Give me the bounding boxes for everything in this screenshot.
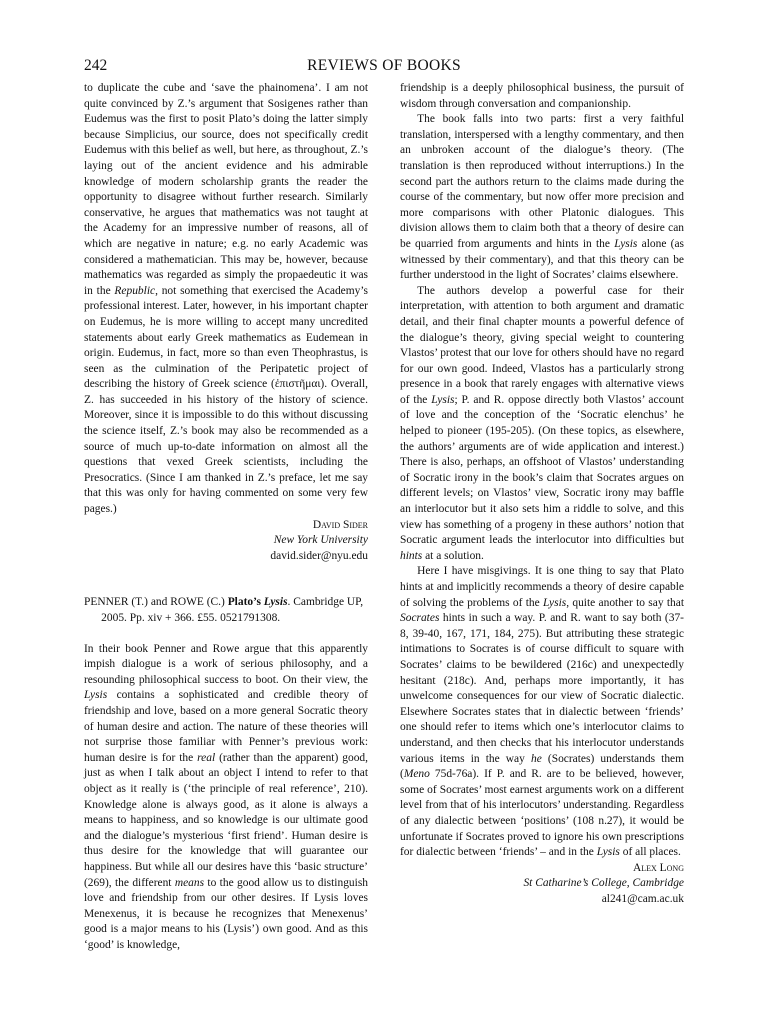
book-publication-details: . Cambridge UP, 2005. Pp. xiv + 366. £55. 0521791308. <box>101 596 364 624</box>
review-paragraph: friendship is a deeply philosophical business, the pursuit of wisdom through conversation and companionship. <box>400 82 684 110</box>
book-title: Plato’s Lysis <box>227 596 288 609</box>
right-column <box>400 81 684 907</box>
reviewer-affiliation: New York University <box>273 534 368 547</box>
review-paragraph: Here I have misgivings. It is one thing to say that Plato hints at and implicitly recommends a theory of desire capable of solving the problems of the Lysis, quite another to say that Socrates hints in such a way. P. and R. want to say both (37-8, 39-40, 167, 171, 184, 275). But attributing these strategic intimations to Socrates is of course difficult to square with Socrates’ claims to be bewildered (216c) and unexpectedly hesitant (218c). And, perhaps more importantly, it has unwelcome consequences for our view of Socratic dialectic. Elsewhere Socrates states that in dialectic between ‘friends’ one should refer to items which one’s interlocutor claims to understand, and then checks that his interlocutor understands various items in the way he (Socrates) understands them (Meno 75d-76a). If P. and R. are to be believed, however, some of Socrates’ most earnest arguments work on a different level from that of his interlocutors’ understanding. Regardless of any dialectic between ‘positions’ (108 n.27), it would be unfortunate if Socrates proved to ignore his own prescriptions for dialectic between ‘friends’ – and in the Lysis of all places. <box>400 565 685 859</box>
title-republic: Republic <box>114 284 156 297</box>
reviewer-affiliation: St Catharine’s College, Cambridge <box>523 877 684 890</box>
review-paragraph: In their book Penner and Rowe argue that this apparently impish dialogue is a work of serious philosophy, and a resounding philosophical success to boot. On their view, the Lysis contains a sophisticated and credible theory of friendship and love, based on a more general Socratic theory of human desire and action. The nature of these theories will not surprise those familiar with Penner’s previous work: human desire is for the real (rather than the apparent) good, just as when I talk about an object I intend to refer to that object as it really is (‘the principle of real reference’, 210). Knowledge alone is always good, as it alone is always a means to happiness, and so knowledge is our ultimate good and the dialogue’s mysterious ‘first friend’. Human desire is thus desire for the knowledge that will guarantee our happiness. But while all our desires have this ‘basic structure’ (269), the different means to the good allow us to distinguish love and friendship from our other desires. If Lysis loves Menexenus, it is because he recognizes that Menexenus’ good is a major means to his (Lysis’) own good. And as this ‘good’ is knowledge, <box>84 642 368 951</box>
left-column <box>84 81 368 953</box>
book-authors: PENNER (T.) and ROWE (C.) <box>84 596 228 609</box>
running-title: REVIEWS OF BOOKS <box>307 57 461 74</box>
page-number: 242 <box>84 57 108 74</box>
text-run: to duplicate the cube and ‘save the phainomena’. I am not quite convinced by Z.’s argument that Sosigenes rather than Eudemus was the first to posit Plato’s doing the latter simply because Simplicius, our source, does not specifically credit Eudemus with this belief as well, but here, as throughout, Z.’s laying out of the ancient evidence and his admirable knowledge of modern scholarship grants the reader the opportunity to disagree without further research. Similarly conservative, he argues that mathematics was not taught at the Academy for an impressive number of reasons, all of which are negative in nature; e.g. no early Academic was considered a mathematician. This may be, however, because mathematics was regarded as simply the propaedeutic it was in the <box>84 82 368 297</box>
reviewer-name: David Sider <box>312 518 368 531</box>
review-paragraph: The authors develop a powerful case for their interpretation, with attention to both argument and dramatic detail, and their final chapter mounts a powerful defence of the dialogue’s theory, giving special weight to countering Vlastos’ protest that our love for others should have no regard for our own good. Indeed, Vlastos has a particularly strong presence in a book that rarely engages with alternative views of the Lysis; P. and R. oppose directly both Vlastos’ account of love and the conception of the ‘Socratic elenchus’ he helped to pioneer (195-205). (On these topics, as elsewhere, the authors’ arguments are of wide application and interest.) There is also, perhaps, an offshoot of Vlastos’ understanding of Socratic irony in the book’s claim that Socrates argues on different levels; on Vlastos’ view, Socratic irony may baffle an interlocutor but it also sets him a riddle to solve, and this view has something of a progeny in these authors’ notion that Socratic argument leads the interlocutor into difficulties but hints at a solution. <box>400 284 684 562</box>
page-header <box>84 57 684 79</box>
text-run: , not something that exercised the Academy’s professional interest. Later, however, in his important chapter on Eudemus, he is more willing to accept many uncredited statements about early Greek mathematics as Eudemean in origin. Eudemus, in fact, more so than even Theophrastus, is seen as the culmination of the Peripatetic project of describing the history of Greek science (ἐπιστῆμαι). Overall, Z. has succeeded in his history of the history of science. Moreover, since it is impossible to do this without discussing the science itself, Z.’s book may also be recommended as a source of much up-to-date information on almost all the questions that vexed Greek scientists, including the Presocratics. (Since I am thanked in Z.’s preface, let me say that this was only for having commented on some very few pages.) <box>84 284 368 516</box>
review-paragraph: The book falls into two parts: first a very faithful translation, interspersed with a lengthy commentary, and then an unbroken account of the dialogue’s theory. (The translation is then reproduced without interruptions.) In the second part the authors return to the claims made during the course of the commentary, but now offer more precision and more comparisons with other Platonic dialogues. This division allows them to claim both that a theory of desire can be quarried from arguments and hints in the Lysis alone (as witnessed by their commentary), and that this theory can be further understood in the light of Socrates’ claims elsewhere. <box>400 113 684 282</box>
spacer <box>84 627 368 642</box>
reviewer-email: david.sider@nyu.edu <box>270 549 368 562</box>
book-citation <box>84 595 368 626</box>
reviewer-email: al241@cam.ac.uk <box>601 892 684 905</box>
review-continuation-paragraph <box>84 81 368 518</box>
spacer <box>84 564 368 595</box>
reviewer-name: Alex Long <box>633 861 684 874</box>
